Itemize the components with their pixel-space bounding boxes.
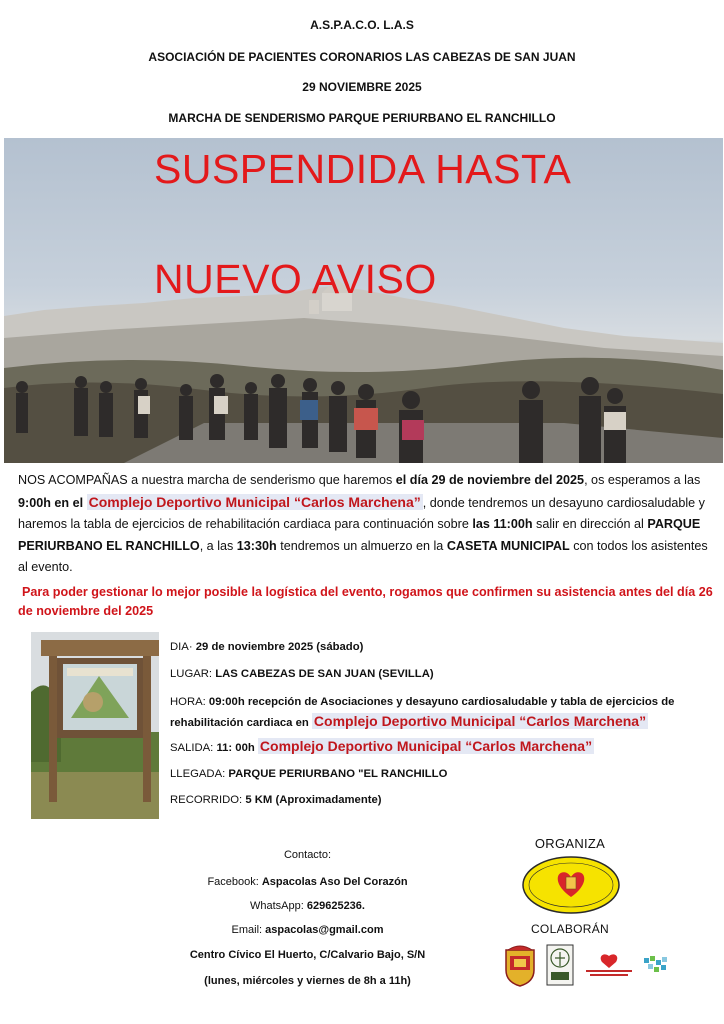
suspended-banner-line2: NUEVO AVISO: [154, 256, 437, 302]
venue-highlight: Complejo Deportivo Municipal “Carlos Marchena”: [259, 738, 593, 754]
venue-highlight: Complejo Deportivo Municipal “Carlos Marchena”: [88, 493, 421, 510]
contact-hours: (lunes, miércoles y viernes de 8h a 11h): [204, 975, 411, 987]
header-date: 29 NOVIEMBRE 2025: [302, 80, 422, 94]
detail-day: DIA· 29 de noviembre 2025 (sábado): [170, 641, 364, 653]
aspacolas-logo: [521, 855, 621, 915]
federation-logo-icon: [580, 952, 638, 978]
detail-arrival: LLEGADA: PARQUE PERIURBANO "EL RANCHILLO: [170, 768, 448, 780]
header-association-name: ASOCIACIÓN DE PACIENTES CORONARIOS LAS CABEZAS DE SAN JUAN: [148, 50, 576, 64]
contact-whatsapp: WhatsApp: 629625236.: [250, 900, 365, 912]
collaborator-mosaic-icon: [642, 954, 672, 976]
park-sign-photo: [31, 632, 159, 819]
contact-address: Centro Cívico El Huerto, C/Calvario Bajo, S/N: [189, 949, 426, 961]
header-acronym: A.S.P.A.C.O. L.A.S: [310, 18, 414, 32]
rsvp-notice: Para poder gestionar lo mejor posible la logística del evento, rogamos que confirmen su asistencia antes del día 26 de noviembre del 2025: [18, 585, 713, 618]
detail-departure: SALIDA: 11: 00h Complejo Deportivo Municipal “Carlos Marchena”: [170, 738, 593, 754]
colaboran-label: COLABORÁN: [530, 922, 610, 936]
detail-place: LUGAR: LAS CABEZAS DE SAN JUAN (SEVILLA): [170, 668, 434, 680]
header-event-title: MARCHA DE SENDERISMO PARQUE PERIURBANO EL RANCHILLO: [168, 111, 556, 125]
town-coat-of-arms-icon: [500, 942, 540, 988]
collaborator-seal-icon: [546, 944, 574, 986]
contact-email: Email: aspacolas@gmail.com: [231, 924, 384, 936]
contact-facebook: Facebook: Aspacolas Aso Del Corazón: [207, 876, 408, 888]
venue-highlight: Complejo Deportivo Municipal “Carlos Marchena”: [313, 713, 647, 729]
intro-paragraph: NOS ACOMPAÑAS a nuestra marcha de senderismo que haremos el día 29 de noviembre del 2025, os esperamos a las 9:00h en el Complejo Deportivo Municipal “Carlos Marchena” , donde tendremos un desayuno cardiosaludable y haremos la tabla de ejercicios de rehabilitación cardiaca para continuación sobre las 11:00h salir en dirección al PARQUE PERIURBANO EL RANCHILLO, a las 13:30h tendremos un almuerzo en la CASETA MUNICIPAL con todos los asistentes al evento.: [18, 473, 708, 574]
contact-title: Contacto:: [283, 849, 332, 861]
detail-time: HORA: 09:00h recepción de Asociaciones y desayuno cardiosaludable y tabla de ejercicios de rehabilitación cardiaca en Complejo Deportivo Municipal “Carlos Marchena”: [170, 696, 675, 729]
organiza-label: ORGANIZA: [534, 836, 606, 851]
detail-route: RECORRIDO: 5 KM (Aproximadamente): [170, 794, 382, 806]
suspended-banner-line1: SUSPENDIDA HASTA: [154, 146, 572, 192]
